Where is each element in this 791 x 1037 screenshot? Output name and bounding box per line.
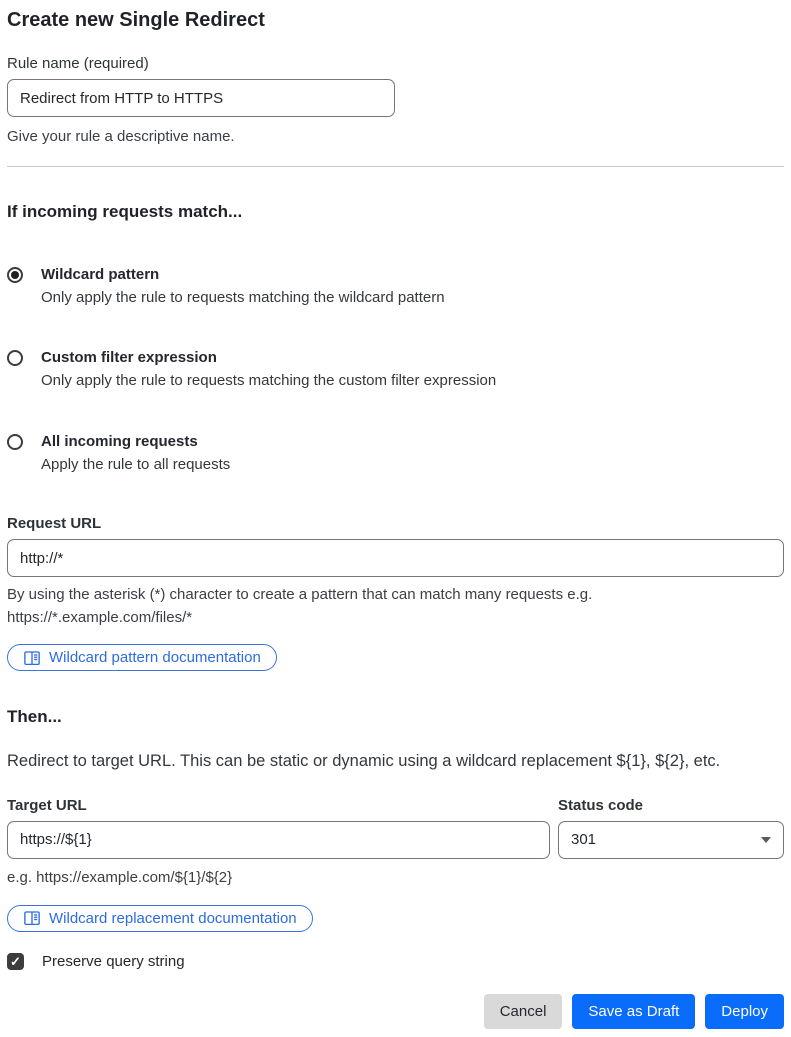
radio-option-custom-filter[interactable] — [7, 348, 784, 391]
status-code-value: 301 — [571, 831, 597, 848]
radio-option-label[interactable]: All incoming requests — [41, 433, 198, 450]
request-url-input[interactable] — [7, 539, 784, 577]
wildcard-pattern-doc-button[interactable] — [7, 644, 277, 671]
rule-name-input[interactable] — [7, 79, 395, 117]
radio-option-label[interactable]: Wildcard pattern — [41, 266, 160, 283]
request-url-help — [7, 583, 784, 629]
target-url-input[interactable] — [7, 821, 550, 859]
radio-button[interactable] — [7, 434, 23, 450]
match-section-heading: If incoming requests match... — [7, 202, 243, 221]
preserve-query-checkbox[interactable] — [7, 953, 24, 970]
preserve-query-label[interactable]: Preserve query string — [42, 953, 185, 970]
request-url-help-line1: By using the asterisk (*) character to create a pattern that can match many requests e.g. — [7, 586, 593, 603]
doc-button-label: Wildcard pattern documentation — [49, 649, 261, 666]
radio-option-wildcard-pattern[interactable] — [7, 265, 784, 308]
footer-actions — [7, 994, 784, 1029]
target-url-label: Target URL — [7, 796, 87, 814]
radio-button[interactable] — [7, 267, 23, 283]
status-code-label: Status code — [558, 796, 644, 814]
request-url-help-line2: https://*.example.com/files/* — [7, 609, 193, 626]
status-code-select[interactable] — [558, 821, 784, 859]
radio-option-all-requests[interactable] — [7, 432, 784, 475]
then-description: Redirect to target URL. This can be static or dynamic using a wildcard replacement ${1}, ${2}, etc. — [7, 751, 721, 770]
rule-name-help: Give your rule a descriptive name. — [7, 128, 235, 145]
open-book-icon — [23, 909, 41, 927]
doc-button-label: Wildcard replacement documentation — [49, 909, 297, 927]
rule-name-label: Rule name (required) — [7, 55, 149, 72]
target-url-help: e.g. https://example.com/${1}/${2} — [7, 868, 233, 886]
radio-option-description: Apply the rule to all requests — [41, 456, 231, 473]
open-book-icon — [23, 649, 41, 667]
page-title: Create new Single Redirect — [7, 9, 265, 31]
wildcard-replacement-doc-button[interactable] — [7, 905, 313, 932]
radio-option-label[interactable]: Custom filter expression — [41, 349, 217, 366]
preserve-query-row[interactable] — [7, 953, 784, 970]
request-url-label: Request URL — [7, 515, 102, 532]
radio-option-description: Only apply the rule to requests matching the custom filter expression — [41, 372, 497, 389]
radio-button[interactable] — [7, 350, 23, 366]
deploy-button[interactable]: Deploy — [705, 994, 784, 1029]
chevron-down-icon — [761, 837, 771, 843]
radio-option-description: Only apply the rule to requests matching the wildcard pattern — [41, 289, 445, 306]
section-divider — [7, 166, 784, 167]
save-as-draft-button[interactable]: Save as Draft — [572, 994, 695, 1029]
then-section-heading: Then... — [7, 706, 62, 726]
cancel-button[interactable]: Cancel — [484, 994, 563, 1029]
